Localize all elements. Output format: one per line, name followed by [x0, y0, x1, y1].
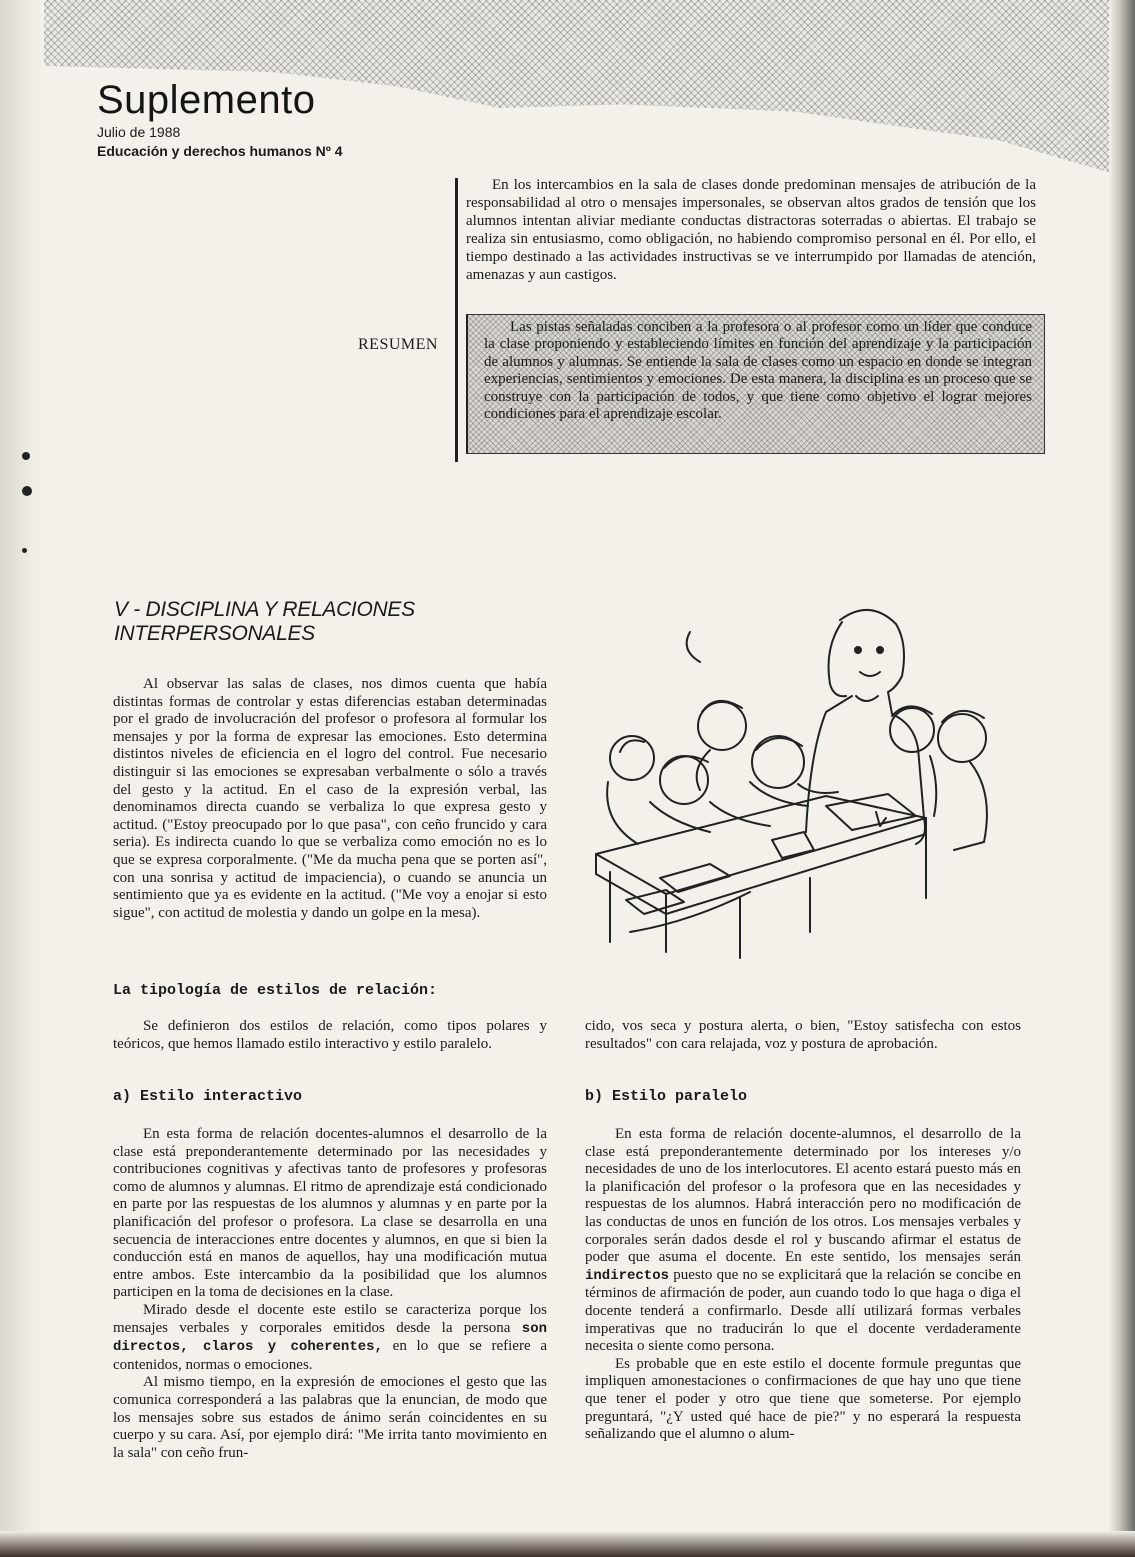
issue-title: Educación y derechos humanos Nº 4 — [97, 143, 343, 159]
vertical-rule — [455, 178, 458, 462]
right-continuation-block — [585, 1018, 1021, 1053]
text-run: en lo que se refiere a contenidos, normas o emociones. — [113, 1338, 547, 1373]
issue-date: Julio de 1988 — [97, 124, 181, 140]
page-title: Suplemento — [97, 78, 316, 122]
text-run: Mirado desde el docente este estilo se caracteriza porque los mensajes verbales y corporales emitidos desde la persona — [113, 1301, 547, 1336]
classroom-illustration-icon — [590, 592, 1010, 972]
tipologia-heading: La tipología de estilos de relación: — [113, 982, 438, 999]
resumen-label: RESUMEN — [358, 336, 438, 353]
bold-run: indirectos — [585, 1267, 670, 1284]
body-paragraph: Se definieron dos estilos de relación, como tipos polares y teóricos, que hemos llamado estilo interactivo y estilo paralelo. — [113, 1018, 547, 1052]
page-edge-shadow — [1109, 0, 1135, 1557]
body-paragraph: Es probable que en este estilo el docente formule preguntas que impliquen amonestaciones o confirmaciones de que hay uno que tiene que tener el poder y otro que tiene que someterse. Por ejemplo preguntará, "¿Y usted qué hace de pie?" y no esperará la respuesta señalizando que el alumno o alum- — [585, 1355, 1021, 1443]
intro-paragraph: En los intercambios en la sala de clases donde predominan mensajes de atribución de la responsabilidad al otro o mensajes impersonales, se observan altos grados de tensión que los alumnos intentan aliviar mediante conductas distractoras soterradas o abiertas. El trabajo se realiza sin entusiasmo, como obligación, no habiendo compromiso personal en él. Por ello, el tiempo destinado a las actividades instructivas se ve interrumpido por llamadas de atención, amenazas y aun castigos. — [466, 177, 1036, 283]
body-column-right-bottom — [585, 1126, 1021, 1444]
text-run: En esta forma de relación docente-alumnos, el desarrollo de la clase está preponderantemente determinado por los intereses y/o necesidades de uno de los interlocutores. El acento estará puesto más en la planificación del profesor o la profesora que en las necesidades y respuestas de los alumnos. Habrá interacción pero no modificación de las conductas de unos en función de los otros. Los mensajes verbales y corporales serán dados desde el rol y buscando afirmar el estatus de poder que asuma el docente. En este sentido, los mensajes serán — [585, 1126, 1021, 1266]
body-column-left-top — [113, 676, 547, 922]
section-title-line: V - DISCIPLINA Y RELACIONES — [114, 598, 415, 621]
section-title-line: INTERPERSONALES — [114, 622, 315, 645]
binding-hole — [22, 486, 32, 496]
tipologia-text-block — [113, 1018, 547, 1053]
binding-edge — [0, 0, 44, 1557]
binding-hole — [22, 548, 27, 553]
resumen-box — [466, 314, 1045, 454]
body-paragraph: Al mismo tiempo, en la expresión de emociones el gesto que las comunica corresponderá a las palabras que la enuncian, de modo que los mensajes sobre sus estados de ánimo serán coincidentes en su cuerpo y su cara. Así, por ejemplo dirá: "Me irrita tanto movimiento en la sala" con ceño frun- — [113, 1374, 547, 1461]
body-column-left-bottom — [113, 1126, 547, 1462]
section-title — [114, 598, 415, 646]
text-run: puesto que no se explicitará que la relación se concibe en términos de afirmación de poder, aun cuando todo lo que haga o diga el docente tenderá a confirmarlo. Desde allí utilizará formas verbales imperativas que no traducirán lo que el docente verdaderamente necesita o siente como persona. — [585, 1266, 1021, 1355]
bold-run: son directos, claros y coherentes, — [113, 1320, 548, 1356]
page-bottom-shadow — [0, 1531, 1135, 1557]
interactivo-heading: a) Estilo interactivo — [113, 1088, 303, 1105]
body-paragraph — [113, 1302, 547, 1374]
resumen-text: Las pistas señaladas conciben a la profesora o al profesor como un líder que conduce la clase proponiendo y estableciendo límites en función del aprendizaje y la participación de alumnos y alumnas. Se entiende la sala de clases como un espacio en donde se integran experiencias, sentimientos y emociones. De esta manera, la disciplina es un proceso que se construye con la participación de todos, y que tiene como objetivo el lograr mejores condiciones para el aprendizaje escolar. — [484, 319, 1032, 423]
issue-meta — [97, 123, 343, 161]
binding-hole — [22, 452, 30, 460]
body-paragraph: Al observar las salas de clases, nos dimos cuenta que había distintas formas de controlar y estas diferencias estaban determinadas por el grado de involucración del profesor o profesora al formular los mensajes y por la forma de expresar las emociones. Esto determina distintos niveles de eficiencia en el logro del control. Fue necesario distinguir si las emociones se expresaban verbalmente o sólo a través del gesto y la actitud. En el caso de la expresión verbal, las denominamos directa cuando se verbaliza lo que expresa gesto y actitud. ("Estoy preocupado por lo que pasa", con ceño fruncido y cara seria). Es indirecta cuando lo que se verbaliza como emoción no es lo que se expresa corporalmente. ("Me da mucha pena que se porten así", con una sonrisa y actitud de impaciencia), o cuando se anuncia un sentimiento que ya es evidente en la actitud. ("Me voy a enojar si esto sigue", con actitud de molestia y dando un golpe en la mesa). — [113, 676, 547, 921]
paralelo-heading: b) Estilo paralelo — [585, 1088, 748, 1105]
body-paragraph: cido, vos seca y postura alerta, o bien, "Estoy satisfecha con estos resultados" con cara relajada, voz y postura de aprobación. — [585, 1018, 1021, 1052]
body-paragraph — [585, 1126, 1021, 1356]
body-paragraph: En esta forma de relación docentes-alumnos el desarrollo de la clase está preponderantemente determinado por las necesidades y contribuciones cognitivas y afectivas tanto de profesores y profesoras como de alumnos y alumnas. El ritmo de aprendizaje está condicionado en parte por las respuestas de los alumnos y alumnas y en parte por la planificación del profesor o profesora. La clase se desarrolla en una secuencia de interacciones entre docentes y alumnos, en que si bien la conducción está en manos de aquellos, hay una modificación mutua entre ambos. Este intercambio da la posibilidad que los alumnos participen en la toma de decisiones en la clase. — [113, 1126, 547, 1301]
